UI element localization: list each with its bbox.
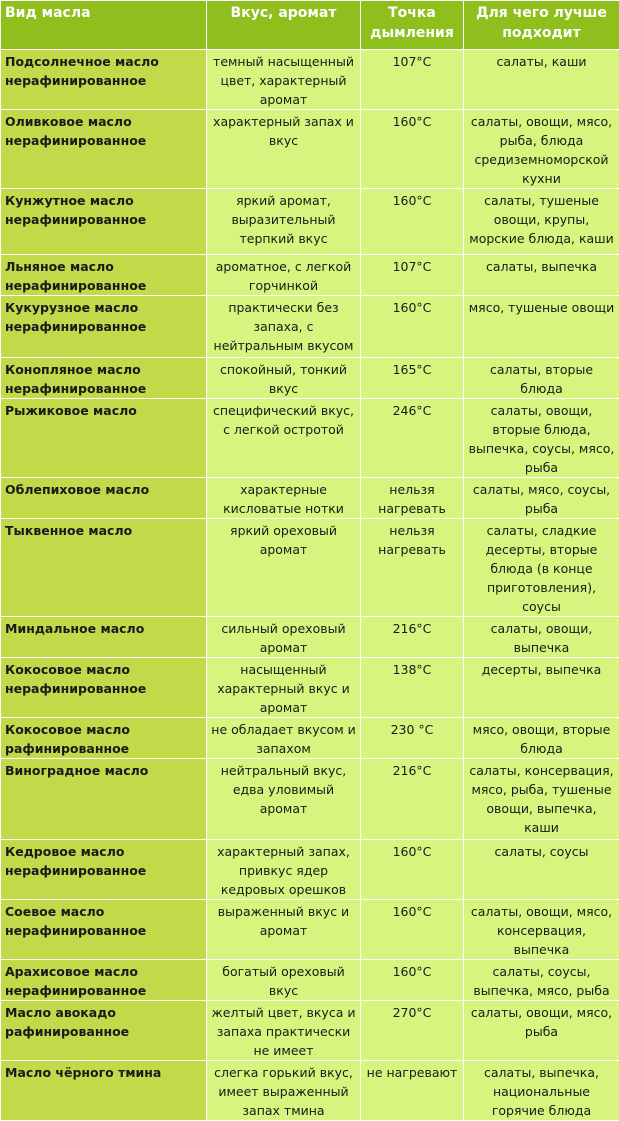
oil-name: Облепиховое масло xyxy=(1,478,207,519)
oil-smoke-point: 160°C xyxy=(361,189,464,255)
oil-name: Кокосовое масло нерафинированное xyxy=(1,658,207,718)
oil-smoke-point: 160°C xyxy=(361,840,464,900)
oil-taste: яркий ореховый аромат xyxy=(207,519,361,617)
table-header-row xyxy=(1,1,619,50)
oil-smoke-point: 107°C xyxy=(361,255,464,296)
oil-taste: нейтральный вкус, едва уловимый аромат xyxy=(207,759,361,840)
oil-use: салаты, мясо, соусы, рыба xyxy=(464,478,619,519)
oil-smoke-point: не нагревают xyxy=(361,1061,464,1121)
oil-name: Кукурузное масло нерафинированное xyxy=(1,296,207,358)
oil-smoke-point: нельзя нагревать xyxy=(361,519,464,617)
oil-use: салаты, вторые блюда xyxy=(464,358,619,399)
oil-taste: характерные кисловатые нотки xyxy=(207,478,361,519)
oil-taste: специфический вкус, с легкой остротой xyxy=(207,399,361,478)
oil-use: салаты, овощи, мясо, консервация, выпечка xyxy=(464,900,619,960)
oil-name: Рыжиковое масло xyxy=(1,399,207,478)
oil-smoke-point: 165°C xyxy=(361,358,464,399)
oil-use: мясо, тушеные овощи xyxy=(464,296,619,358)
table-row xyxy=(1,296,619,358)
oil-name: Подсолнечное масло нерафинированное xyxy=(1,50,207,110)
table-row xyxy=(1,519,619,617)
oil-use: салаты, каши xyxy=(464,50,619,110)
oil-use: салаты, тушеные овощи, крупы, морские блюда, каши xyxy=(464,189,619,255)
oil-smoke-point: 160°C xyxy=(361,110,464,189)
table-row xyxy=(1,840,619,900)
table-row xyxy=(1,50,619,110)
oil-name: Оливковое масло нерафинированное xyxy=(1,110,207,189)
table-row xyxy=(1,617,619,658)
table-row xyxy=(1,189,619,255)
oil-taste: не обладает вкусом и запахом xyxy=(207,718,361,759)
oil-smoke-point: 216°C xyxy=(361,617,464,658)
table-row xyxy=(1,110,619,189)
oil-taste: слегка горький вкус, имеет выраженный запах тмина xyxy=(207,1061,361,1121)
oil-name: Миндальное масло xyxy=(1,617,207,658)
oil-taste: сильный ореховый аромат xyxy=(207,617,361,658)
oil-smoke-point: 246°C xyxy=(361,399,464,478)
oil-use: салаты, сладкие десерты, вторые блюда (в конце приготовления), соусы xyxy=(464,519,619,617)
oil-taste: темный насыщенный цвет, характерный аромат xyxy=(207,50,361,110)
oil-taste: выраженный вкус и аромат xyxy=(207,900,361,960)
oil-smoke-point: 138°C xyxy=(361,658,464,718)
oil-taste: ароматное, с легкой горчинкой xyxy=(207,255,361,296)
oil-taste: желтый цвет, вкуса и запаха практически не имеет xyxy=(207,1001,361,1061)
oil-use: салаты, консервация, мясо, рыба, тушеные овощи, выпечка, каши xyxy=(464,759,619,840)
oil-name: Кунжутное масло нерафинированное xyxy=(1,189,207,255)
oil-taste: спокойный, тонкий вкус xyxy=(207,358,361,399)
oil-taste: яркий аромат, выразительный терпкий вкус xyxy=(207,189,361,255)
oil-smoke-point: 107°C xyxy=(361,50,464,110)
table-row xyxy=(1,358,619,399)
table-row xyxy=(1,658,619,718)
oil-name: Соевое масло нерафинированное xyxy=(1,900,207,960)
table-row xyxy=(1,960,619,1001)
oil-name: Тыквенное масло xyxy=(1,519,207,617)
oil-name: Масло чёрного тмина xyxy=(1,1061,207,1121)
oil-taste: практически без запаха, с нейтральным вкусом xyxy=(207,296,361,358)
oil-name: Кедровое масло нерафинированное xyxy=(1,840,207,900)
oil-use: салаты, соусы xyxy=(464,840,619,900)
oil-use: десерты, выпечка xyxy=(464,658,619,718)
table-row xyxy=(1,255,619,296)
table-row xyxy=(1,759,619,840)
oil-smoke-point: 160°C xyxy=(361,296,464,358)
oil-smoke-point: 160°C xyxy=(361,960,464,1001)
oil-taste: характерный запах, привкус ядер кедровых орешков xyxy=(207,840,361,900)
oil-name: Виноградное масло xyxy=(1,759,207,840)
table-row xyxy=(1,900,619,960)
oil-name: Кокосовое масло рафинированное xyxy=(1,718,207,759)
header-best-use: Для чего лучше подходит xyxy=(464,1,619,50)
oil-name: Арахисовое масло нерафинированное xyxy=(1,960,207,1001)
oil-use: салаты, выпечка, национальные горячие блюда xyxy=(464,1061,619,1121)
header-taste: Вкус, аромат xyxy=(207,1,361,50)
oil-smoke-point: 270°C xyxy=(361,1001,464,1061)
oil-use: салаты, овощи, выпечка xyxy=(464,617,619,658)
oil-smoke-point: 216°C xyxy=(361,759,464,840)
oil-smoke-point: 230 °C xyxy=(361,718,464,759)
oil-taste: характерный запах и вкус xyxy=(207,110,361,189)
oil-taste: богатый ореховый вкус xyxy=(207,960,361,1001)
oil-use: салаты, овощи, мясо, рыба, блюда средиземноморской кухни xyxy=(464,110,619,189)
table-row xyxy=(1,478,619,519)
oil-use: салаты, овощи, вторые блюда, выпечка, соусы, мясо, рыба xyxy=(464,399,619,478)
table-row xyxy=(1,399,619,478)
header-smoke-point: Точка дымления xyxy=(361,1,464,50)
oil-use: мясо, овощи, вторые блюда xyxy=(464,718,619,759)
oil-use: салаты, выпечка xyxy=(464,255,619,296)
oil-name: Масло авокадо рафинированное xyxy=(1,1001,207,1061)
table-row xyxy=(1,718,619,759)
oil-use: салаты, овощи, мясо, рыба xyxy=(464,1001,619,1061)
oil-smoke-point: 160°C xyxy=(361,900,464,960)
oil-name: Льняное масло нерафинированное xyxy=(1,255,207,296)
oil-name: Конопляное масло нерафинированное xyxy=(1,358,207,399)
oil-use: салаты, соусы, выпечка, мясо, рыба xyxy=(464,960,619,1001)
header-oil-type: Вид масла xyxy=(1,1,207,50)
table-row xyxy=(1,1061,619,1121)
oil-smoke-point: нельзя нагревать xyxy=(361,478,464,519)
oil-taste: насыщенный характерный вкус и аромат xyxy=(207,658,361,718)
table-row xyxy=(1,1001,619,1061)
